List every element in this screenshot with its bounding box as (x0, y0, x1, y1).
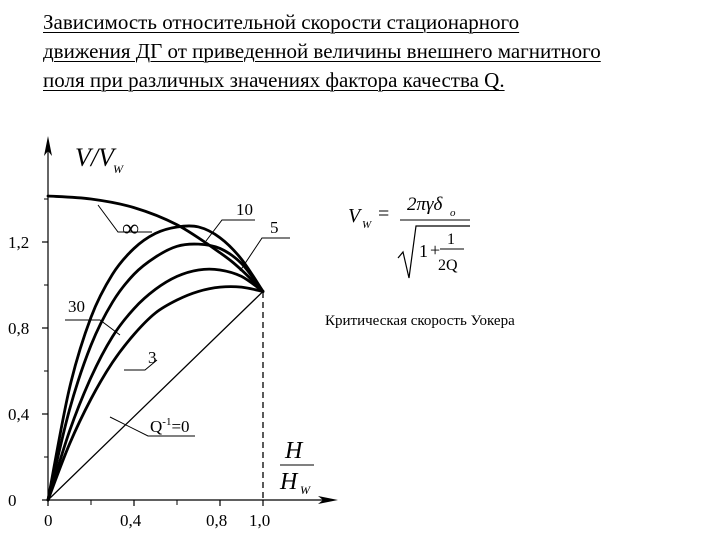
y-axis-title (75, 143, 124, 176)
formula-denom-plus: + (430, 240, 441, 260)
formula-frac-den: 2Q (438, 257, 458, 274)
series-line-0 (48, 196, 263, 291)
formula-lhs: V (348, 205, 361, 227)
x-axis-title (279, 438, 314, 497)
formula-denom-one: 1 (419, 241, 428, 261)
series-label-0: ∞ (122, 216, 140, 242)
formula-numerator: 2πγδ (407, 194, 443, 215)
series-label-2: 5 (270, 218, 279, 237)
walker-velocity-formula (348, 194, 470, 278)
formula-eq: = (378, 203, 390, 225)
y-tick-label: 0,4 (8, 405, 30, 424)
series-label-3: 30 (68, 297, 85, 316)
svg-text:H: H (280, 469, 298, 495)
series-label-5: $Q^{-1}=0$ (150, 416, 190, 436)
y-tick-label: 0 (8, 491, 17, 510)
x-tick-label: 0 (44, 511, 53, 530)
critical-velocity-caption: Критическая скорость Уокера (325, 313, 515, 329)
series-line-2 (48, 244, 263, 500)
tick-label-group (8, 233, 270, 530)
svg-text:V/V: V/V (75, 143, 114, 172)
formula-lhs-sub: W (362, 219, 372, 231)
svg-text:W: W (300, 483, 310, 497)
y-tick-label: 0,8 (8, 319, 30, 338)
svg-text:H: H (285, 438, 303, 464)
series-line-5 (48, 291, 263, 500)
formula-frac-num: 1 (447, 231, 455, 248)
chart-title: Зависимость относительной скорости стационарного движения ДГ от приведенной величины внешнего магнитного поля при различных значениях фактора качества Q. (43, 10, 601, 92)
leader-lines (65, 205, 290, 436)
x-tick-label: 0,4 (120, 511, 142, 530)
x-tick-label: 1,0 (249, 511, 271, 530)
svg-text:W: W (113, 162, 123, 176)
formula-numerator-sub: o (450, 207, 456, 219)
y-tick-label: 1,2 (8, 233, 30, 252)
series-label-1: 10 (236, 200, 253, 219)
series-label-4: 3 (148, 348, 157, 367)
x-tick-label: 0,8 (206, 511, 228, 530)
series-label-group (68, 200, 279, 436)
